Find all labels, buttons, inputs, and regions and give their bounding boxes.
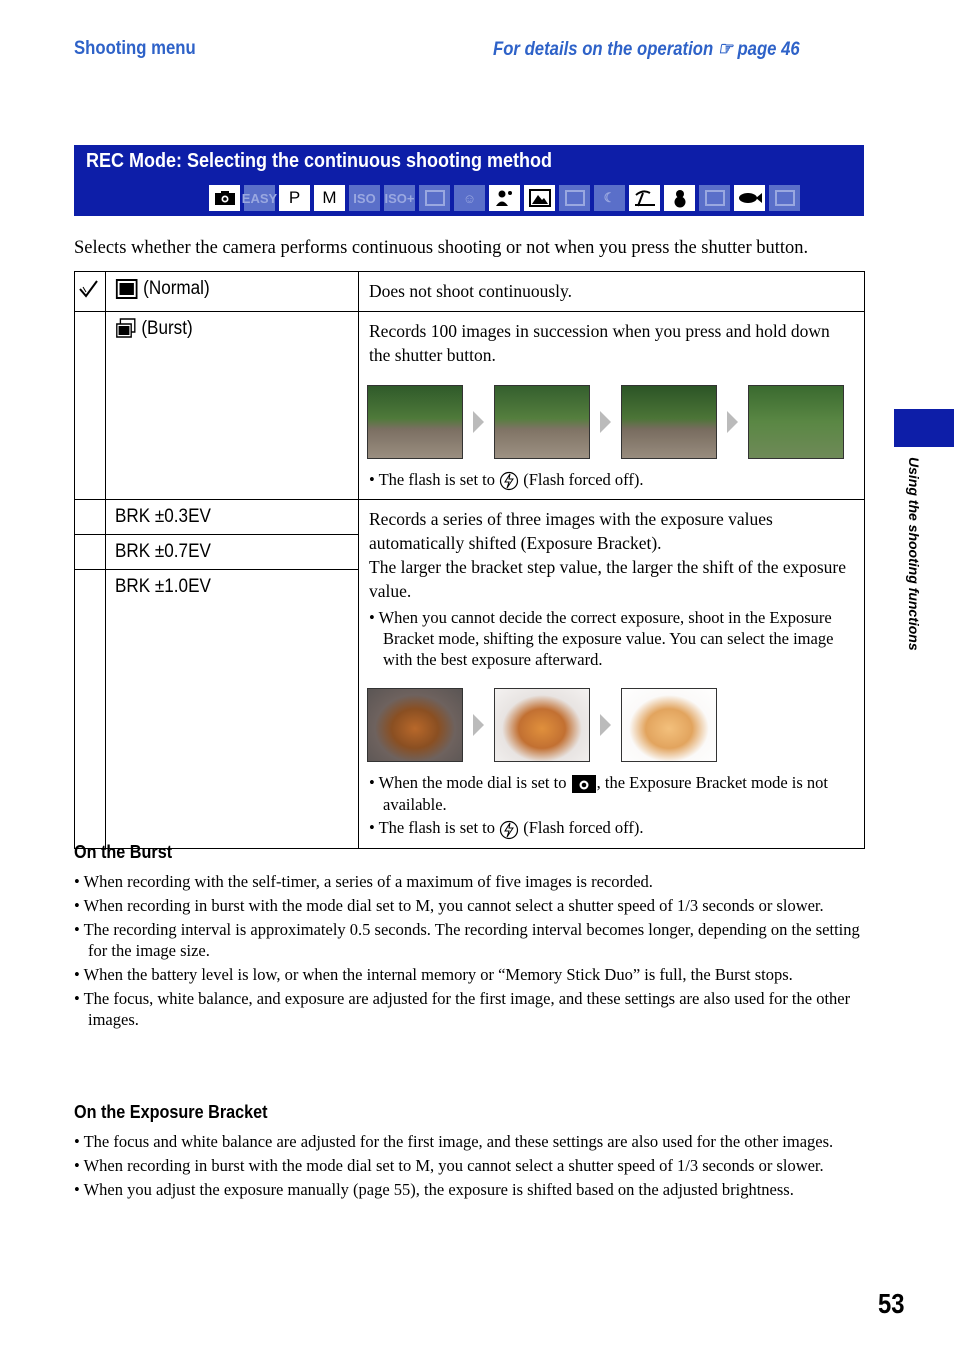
bracket-flash-note: • The flash is set to (Flash forced off).	[369, 817, 854, 839]
details-reference: For details on the operation ☞ page 46	[493, 39, 800, 60]
burst-photo	[621, 385, 717, 459]
smile-shutter-icon: ☺	[454, 185, 485, 211]
iso-plus-icon: ISO+	[384, 185, 415, 211]
burst-mode-icon	[115, 318, 137, 340]
mode-icon-row	[209, 185, 800, 211]
program-icon: P	[279, 185, 310, 211]
bracket-description-2: The larger the bracket step value, the larger the shift of the exposure value.	[369, 557, 847, 602]
burst-section-title: On the Burst	[74, 842, 173, 862]
option-label-brk-07: BRK ±0.7EV	[115, 541, 211, 563]
option-cell	[106, 272, 359, 312]
burst-flash-note: • The flash is set to (Flash forced off).	[369, 469, 854, 491]
arrow-icon	[727, 411, 738, 433]
bracket-image-sequence	[367, 688, 864, 762]
burst-photo	[748, 385, 844, 459]
banner-title: REC Mode: Selecting the continuous shooting method	[86, 150, 552, 172]
list-item: • The focus, white balance, and exposure are adjusted for the first image, and these settings are also used for the other images.	[74, 989, 851, 1029]
list-item: • The recording interval is approximately 0.5 seconds. The recording interval becomes longer, depending on the setting for the image size.	[74, 920, 860, 960]
normal-description: Does not shoot continuously.	[369, 281, 573, 301]
table-row-burst	[75, 312, 865, 500]
arrow-icon	[600, 411, 611, 433]
beach-icon	[629, 185, 660, 211]
underwater-icon	[734, 185, 765, 211]
rec-mode-banner	[74, 145, 864, 216]
high-iso-icon: ISO	[349, 185, 380, 211]
intro-text: Selects whether the camera performs continuous shooting or not when you press the shutter button.	[74, 238, 809, 258]
burst-image-sequence	[367, 385, 864, 459]
arrow-icon	[473, 714, 484, 736]
snow-icon	[664, 185, 695, 211]
burst-photo	[367, 385, 463, 459]
section-header: Shooting menu	[74, 38, 196, 59]
twilight-portrait-icon	[559, 185, 590, 211]
flash-off-icon	[499, 820, 519, 840]
portrait-icon	[489, 185, 520, 211]
burst-notes-list	[74, 871, 864, 1033]
rec-mode-table	[74, 271, 865, 849]
manual-icon: M	[314, 185, 345, 211]
table-row-brk-03	[75, 500, 865, 535]
bracket-section-title: On the Exposure Bracket	[74, 1102, 268, 1122]
option-cell	[106, 570, 359, 848]
chapter-side-label: Using the shooting functions	[906, 457, 922, 651]
bracket-description: Records a series of three images with the exposure values automatically shifted (Exposure Bracket).	[369, 509, 773, 554]
arrow-icon	[473, 411, 484, 433]
option-label-normal: (Normal)	[143, 278, 210, 299]
checkmark-icon	[75, 272, 103, 306]
twilight-icon: ☾	[594, 185, 625, 211]
option-cell	[106, 535, 359, 570]
advanced-sports-icon	[419, 185, 450, 211]
bracket-note: • When you cannot decide the correct exposure, shoot in the Exposure Bracket mode, shifting the exposure value. You can select the image with the best exposure afterward.	[369, 608, 834, 670]
burst-description: Records 100 images in succession when you press and hold down the shutter button.	[369, 321, 830, 365]
list-item: • When you adjust the exposure manually (page 55), the exposure is shifted based on the adjusted brightness.	[74, 1180, 794, 1199]
table-row-normal	[75, 272, 865, 312]
normal-mode-icon	[115, 279, 138, 299]
bracket-photo-bright	[621, 688, 717, 762]
list-item: • The focus and white balance are adjusted for the first image, and these settings are also used for the other images.	[74, 1132, 834, 1151]
page-number: 53	[878, 1288, 905, 1319]
option-label-burst: (Burst)	[141, 318, 193, 340]
list-item: • When recording in burst with the mode dial set to M, you cannot select a shutter speed of 1/3 seconds or slower.	[74, 896, 824, 915]
fireworks-icon	[699, 185, 730, 211]
flash-off-icon	[499, 471, 519, 491]
landscape-icon	[524, 185, 555, 211]
bracket-mode-dial-note: • When the mode dial is set to , the Exposure Bracket mode is not available.	[369, 773, 829, 815]
list-item: • When recording with the self-timer, a series of a maximum of five images is recorded.	[74, 872, 653, 891]
default-mark-cell	[75, 272, 106, 312]
burst-photo	[494, 385, 590, 459]
bracket-photo-normal	[494, 688, 590, 762]
description-cell	[359, 272, 865, 312]
easy-icon: EASY	[244, 185, 275, 211]
arrow-icon	[600, 714, 611, 736]
chapter-tab	[894, 409, 954, 447]
bracket-notes-list	[74, 1131, 864, 1203]
list-item: • When recording in burst with the mode dial set to M, you cannot select a shutter speed of 1/3 seconds or slower.	[74, 1156, 824, 1175]
option-label-brk-03: BRK ±0.3EV	[115, 506, 211, 528]
camera-auto-icon	[209, 185, 240, 211]
description-cell	[359, 312, 865, 500]
option-cell	[106, 312, 359, 500]
bracket-photo-dark	[367, 688, 463, 762]
option-cell	[106, 500, 359, 535]
description-cell	[359, 500, 865, 848]
option-label-brk-10: BRK ±1.0EV	[115, 576, 211, 598]
list-item: • When the battery level is low, or when the internal memory or “Memory Stick Duo” is full, the Burst stops.	[74, 965, 793, 984]
camera-auto-icon	[571, 774, 597, 794]
movie-icon	[769, 185, 800, 211]
